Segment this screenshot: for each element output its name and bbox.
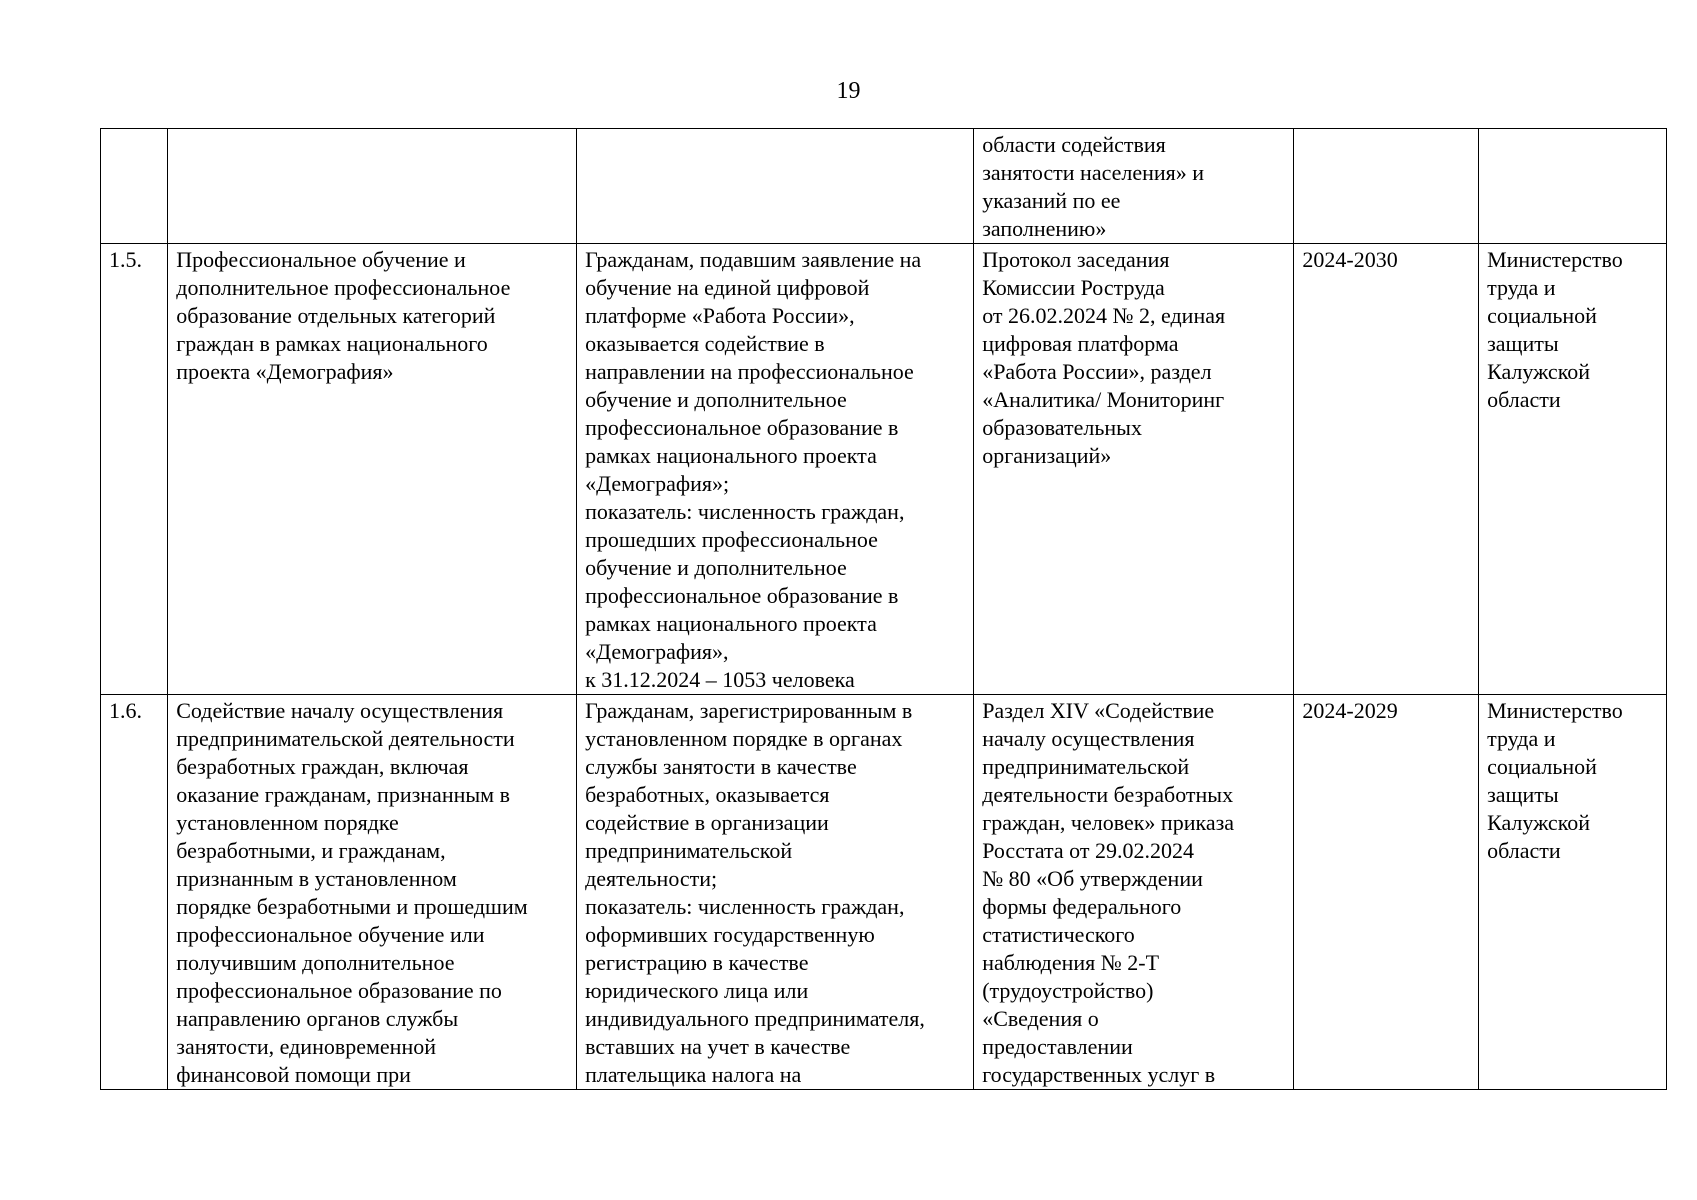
description-cell: Гражданам, зарегистрированным в установленном порядке в органах службы занятости в качестве безработных, оказывается содействие в организации предпринимательской деятельности; показатель: численность граждан, оформивших государственную регистрацию в качестве юридического лица или индивидуального предпринимателя, вставших на учет в качестве плательщика налога на (577, 695, 974, 1090)
description-cell: Гражданам, подавшим заявление на обучение на единой цифровой платформе «Работа России», оказывается содействие в направлении на профессиональное обучение и дополнительное профессиональное образование в рамках национального проекта «Демография»; показатель: численность граждан, прошедших профессиональное обучение и дополнительное профессиональное образование в рамках национального проекта «Демография», к 31.12.2024 – 1053 человека (577, 244, 974, 695)
table-row (101, 244, 1667, 695)
responsible-cell: Министерство труда и социальной защиты Калужской области (1479, 244, 1667, 695)
table-row (101, 695, 1667, 1090)
source-cell: области содействия занятости населения» и указаний по ее заполнению» (974, 129, 1294, 244)
row-number-cell: 1.5. (101, 244, 168, 695)
description-cell (577, 129, 974, 244)
measures-table (100, 128, 1667, 1090)
period-cell: 2024-2029 (1294, 695, 1479, 1090)
measure-cell: Профессиональное обучение и дополнительное профессиональное образование отдельных категорий граждан в рамках национального проекта «Демография» (168, 244, 577, 695)
source-cell: Раздел XIV «Содействие началу осуществления предпринимательской деятельности безработных граждан, человек» приказа Росстата от 29.02.2024 № 80 «Об утверждении формы федерального статистического наблюдения № 2-Т (трудоустройство) «Сведения о предоставлении государственных услуг в (974, 695, 1294, 1090)
row-number-cell (101, 129, 168, 244)
responsible-cell (1479, 129, 1667, 244)
period-cell (1294, 129, 1479, 244)
measure-cell (168, 129, 577, 244)
period-cell: 2024-2030 (1294, 244, 1479, 695)
table-row (101, 129, 1667, 244)
row-number-cell: 1.6. (101, 695, 168, 1090)
source-cell: Протокол заседания Комиссии Роструда от 26.02.2024 № 2, единая цифровая платформа «Работа России», раздел «Аналитика/ Мониторинг образовательных организаций» (974, 244, 1294, 695)
measure-cell: Содействие началу осуществления предпринимательской деятельности безработных граждан, включая оказание гражданам, признанным в установленном порядке безработными, и гражданам, признанным в установленном порядке безработными и прошедшим профессиональное обучение или получившим дополнительное профессиональное образование по направлению органов службы занятости, единовременной финансовой помощи при (168, 695, 577, 1090)
page-number: 19 (836, 78, 861, 104)
responsible-cell: Министерство труда и социальной защиты Калужской области (1479, 695, 1667, 1090)
